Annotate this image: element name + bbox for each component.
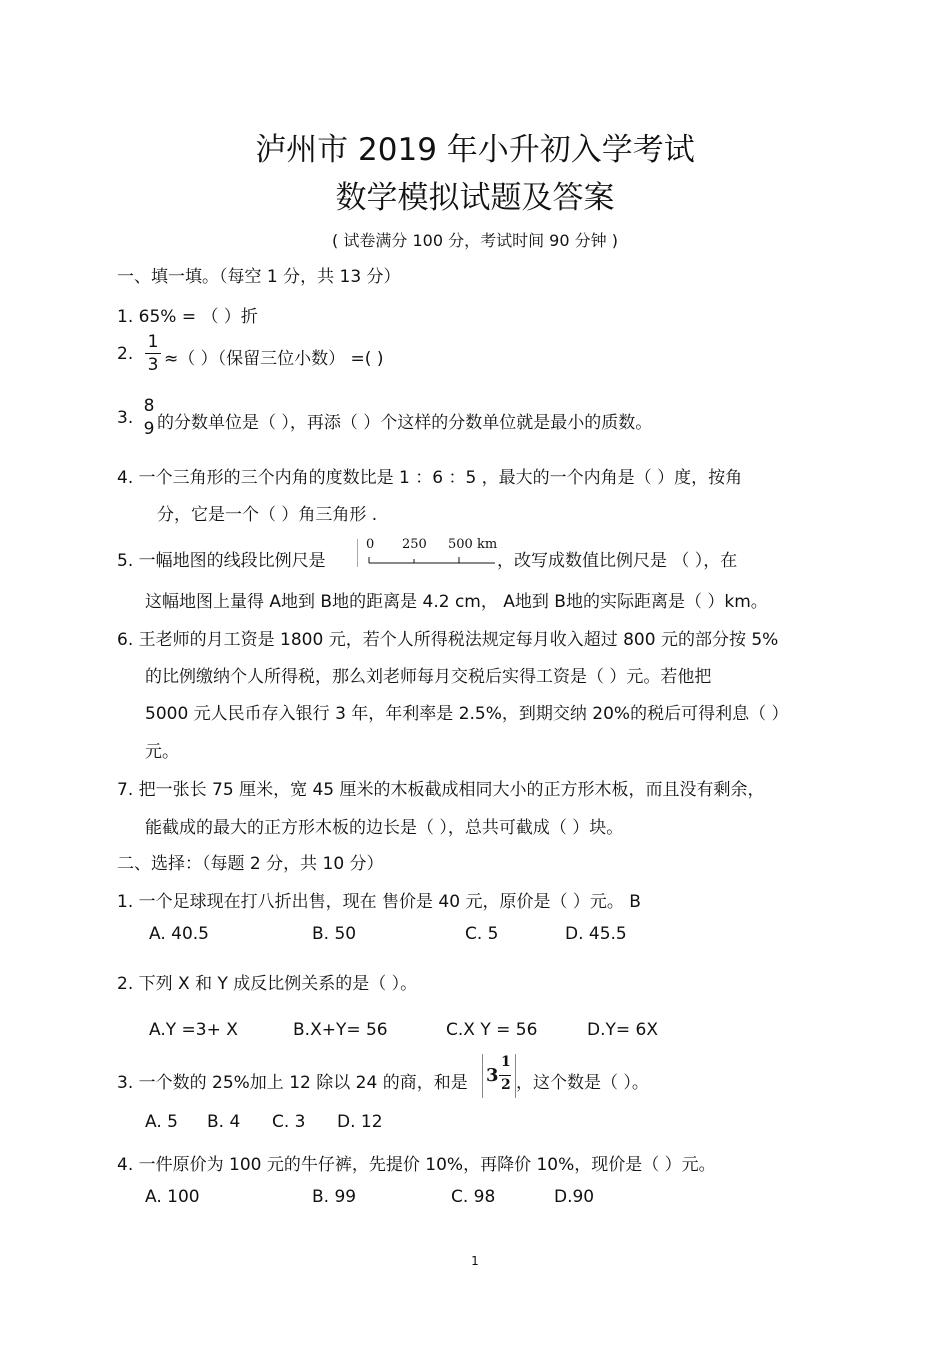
fraction-one-third [145,332,161,375]
exam-info: ( 试卷满分 100 分，考试时间 90 分钟 ) [332,231,618,250]
fraction-denominator: 9 [143,419,155,439]
question-1-7-line-1: 7. 把一张长 75 厘米，宽 45 厘米的木板截成相同大小的正方形木板，而且没有剩余， [117,780,765,800]
question-1-3-text: 的分数单位是（ ），再添（ ）个这样的分数单位就是最小的质数。 [157,413,653,433]
q2-1-option-c: C. 5 [465,924,499,944]
q2-3-option-b: B. 4 [207,1112,241,1132]
q2-1-option-b: B. 50 [312,924,357,944]
q2-4-option-a: A. 100 [145,1187,200,1207]
q2-2-option-c: C.X Y = 56 [446,1020,538,1040]
question-1-4-line-1: 4. 一个三角形的三个内角的度数比是 1 ：6 ：5 ，最大的一个内角是（ ）度，按角 [117,468,743,488]
question-1-6-line-1: 6. 王老师的月工资是 1800 元，若个人所得税法规定每月收入超过 800 元的部分按 5% [117,630,779,650]
fraction-denominator: 3 [147,355,159,375]
question-1-1: 1. 65% = （ ）折 [117,307,258,327]
question-2-4: 4. 一件原价为 100 元的牛仔裤，先提价 10%，再降价 10%，现价是（ ）元。 [117,1155,716,1175]
fraction-numerator: 8 [143,396,155,416]
mixed-whole: 3 [486,1065,499,1086]
question-1-6-line-2: 的比例缴纳个人所得税，那么刘老师每月交税后实得工资是（ ）元。若他把 [145,667,712,687]
mixed-denominator: 2 [501,1077,511,1093]
section2-heading: 二、选择：（每题 2 分，共 10 分） [117,854,384,874]
question-1-7-line-2: 能截成的最大的正方形木板的边长是（ ），总共可截成（ ）块。 [145,818,624,838]
q2-2-option-a: A.Y =3+ X [149,1020,238,1040]
mixed-number-three-and-half [482,1054,516,1098]
question-1-2-number: 2. [117,344,134,364]
question-2-3-b: ，这个数是（ ）。 [516,1073,649,1093]
question-1-5-line-1-b: ，改写成数值比例尺是 （ ），在 [497,551,738,571]
fraction-eight-ninths [141,396,157,439]
q2-4-option-c: C. 98 [451,1187,496,1207]
q2-4-option-d: D.90 [554,1187,595,1207]
page-number: 1 [471,1254,479,1268]
scale-label-250: 250 [402,537,427,552]
line-scale-bar [357,537,497,569]
question-1-2-text: ≈（ ）（保留三位小数） =( ) [164,349,384,369]
question-1-6-line-4: 元。 [145,742,179,762]
q2-1-option-d: D. 45.5 [565,924,627,944]
question-1-6-line-3: 5000 元人民币存入银行 3 年，年利率是 2.5%，到期交纳 20%的税后可得利息（ ） [145,704,789,724]
title-line-1: 泸州市 2019 年小升初入学考试 [255,132,695,168]
q2-3-option-d: D. 12 [337,1112,383,1132]
q2-1-option-a: A. 40.5 [149,924,209,944]
q2-4-option-b: B. 99 [312,1187,357,1207]
question-1-5-line-2: 这幅地图上量得 A地到 B地的距离是 4.2 cm， A地到 B地的实际距离是（ ）km。 [145,592,768,612]
q2-3-option-c: C. 3 [272,1112,306,1132]
question-2-3-a: 3. 一个数的 25%加上 12 除以 24 的商，和是 [117,1073,468,1093]
question-2-2: 2. 下列 X 和 Y 成反比例关系的是（ ）。 [117,974,418,994]
question-2-1: 1. 一个足球现在打八折出售，现在 售价是 40 元，原价是（ ）元。 B [117,892,641,912]
q2-2-option-d: D.Y= 6X [587,1020,658,1040]
question-1-3-number: 3. [117,408,134,428]
question-1-5-line-1-a: 5. 一幅地图的线段比例尺是 [117,551,326,571]
section1-heading: 一、填一填。（每空 1 分，共 13 分） [117,267,401,287]
question-1-4-line-2: 分，它是一个（ ）角三角形 . [157,505,378,525]
fraction-numerator: 1 [147,332,159,352]
scale-label-500km: 500 km [448,537,498,552]
scale-label-0: 0 [366,537,375,552]
mixed-numerator: 1 [501,1054,511,1070]
title-line-2: 数学模拟试题及答案 [335,180,615,216]
q2-2-option-b: B.X+Y= 56 [293,1020,388,1040]
q2-3-option-a: A. 5 [145,1112,178,1132]
